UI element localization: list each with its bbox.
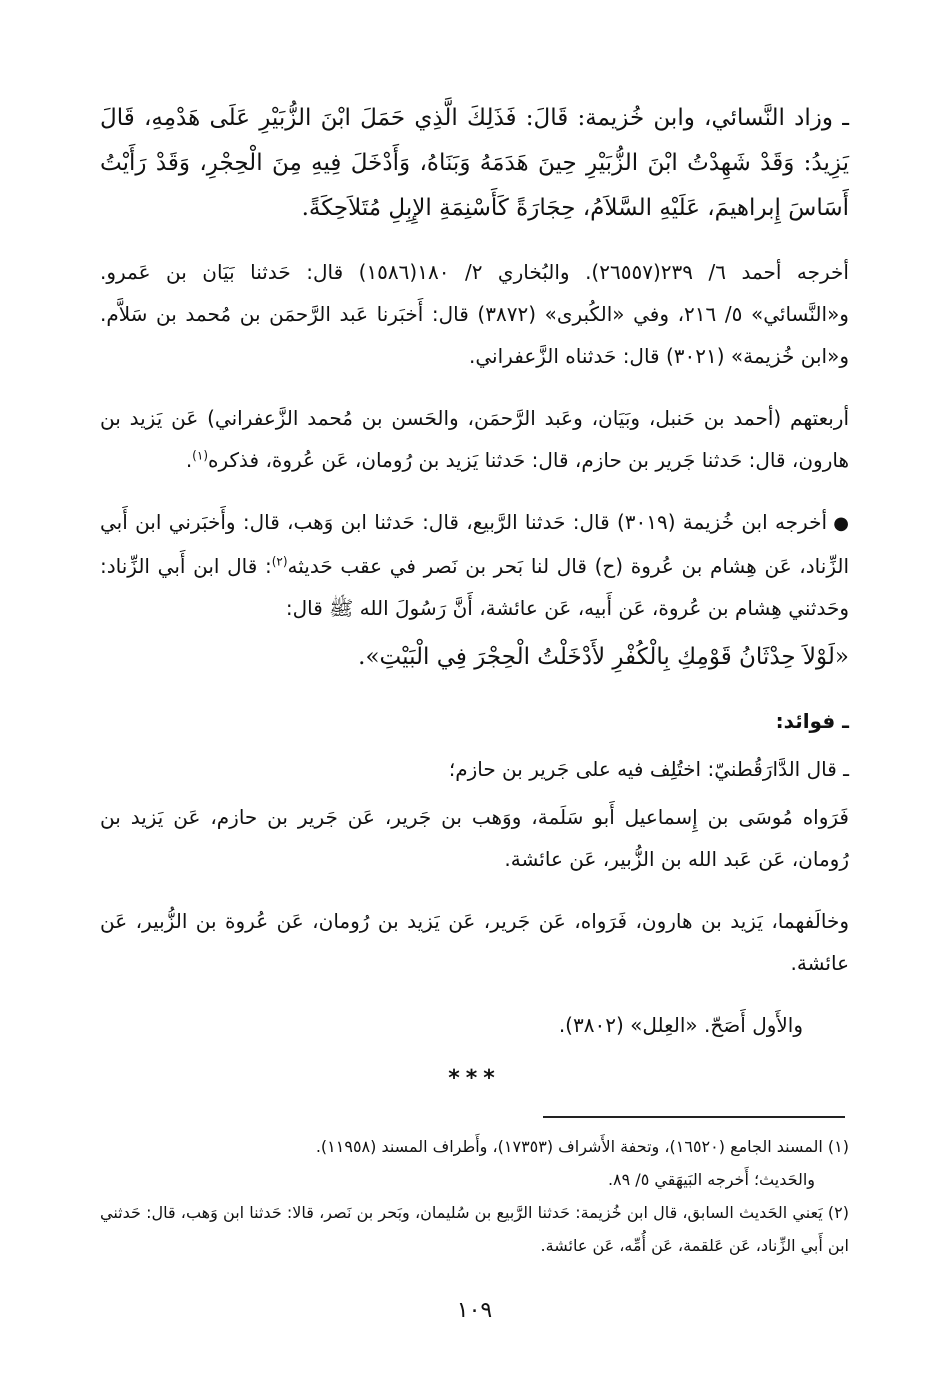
section-separator: ***: [448, 1066, 501, 1091]
takhrij-paragraph-1: [100, 251, 849, 377]
footnote-divider: [543, 1116, 845, 1118]
footnote-ref-2[interactable]: (٢): [271, 554, 288, 569]
fawaid-line-2: فَرَواه مُوسَى بن إِسماعيل أَبو سَلَمة، ووَهب بن جَرير، عَن جَرير بن حازم، عَن يَزيد بن رُومان، عَن عَبد الله بن الزُّبير، عَن عائشة.: [100, 805, 849, 871]
hadith-quote-paragraph: [100, 96, 849, 231]
footnote-2: (٢) يَعني الحَديث السابق، قال ابن خُزيمة: حَدثنا الرَّبيع بن سُليمان، وبَحر بن نَصر، قالا: حَدثنا ابن وَهب، قال: حَدثني ابن أَبي الزِّناد، عَن عَلقمة، عَن أُمِّه، عَن عائشة.: [100, 1203, 849, 1255]
fawaid-line-1: ـ قال الدَّارَقُطنيّ: اختُلِف فيه على جَرير بن حازم؛: [448, 757, 849, 781]
takhrij-text-3: أخرجه ابن خُزيمة (٣٠١٩) قال: حَدثنا الرَّبيع، قال: حَدثنا ابن وَهب، قال: وأَخبَرني ابن أَبي الزِّناد، عَن هِشام بن عُروة (ح) قال لنا بَحر بن نَصر في عقب حَديثه: [100, 510, 850, 578]
takhrij-paragraph-3: [100, 501, 849, 629]
fawaid-heading: ـ فوائد:: [775, 709, 849, 733]
main-text: [100, 96, 849, 1066]
takhrij-text-1: أخرجه أحمد ٦/ ٢٣٩(٢٦٥٥٧). والبُخاري ٢/ ١٨٠(١٥٨٦) قال: حَدثنا بَيَان بن عَمرو. و«النَّسائي» ٥/ ٢١٦، وفي «الكُبرى» (٣٨٧٢) قال: أَخبَرنا عَبد الرَّحمَن بن مُحمد بن سَلاَّم. و«ابن خُزيمة» (٣٠٢١) قال: حَدثناه الزَّعفراني.: [100, 260, 849, 368]
footnotes: [100, 1130, 849, 1262]
takhrij-paragraph-2: أربعتهم (أحمد بن حَنبل، وبَيَان، وعَبد الرَّحمَن، والحَسن بن مُحمد الزَّعفراني) عَن يَزيد بن هارون، قال: حَدثنا جَرير بن حازم، قال: حَدثنا يَزيد بن رُومان، عَن عُروة، فذكره$^{(١)}$.: [100, 406, 849, 472]
bullet-icon: ●: [833, 513, 849, 534]
prophetic-saying-text: «لَوْلاَ حِدْثَانُ قَوْمِكِ بِالْكُفْرِ لأَدْخَلْتُ الْحِجْرَ فِي الْبَيْتِ».: [358, 644, 849, 670]
fawaid-line-4: والأَول أَصَحّ. «العِلل» (٣٨٠٢).: [558, 1013, 803, 1037]
footnote-1-line-1: (١) المسند الجامع (١٦٥٢٠)، وتحفة الأَشراف (١٧٣٥٣)، وأَطراف المسند (١١٩٥٨).: [315, 1137, 849, 1156]
page-number: ١٠٩: [456, 1298, 493, 1323]
hadith-quote-text: ـ وزاد النَّسائي، وابن خُزيمة: قَالَ: فَذَلِكَ الَّذِي حَمَلَ ابْنَ الزُّبَيْرِ عَلَى هَدْمِهِ، قَالَ يَزِيدُ: وَقَدْ شَهِدْتُ ابْنَ الزُّبَيْرِ حِينَ هَدَمَهُ وَبَنَاهُ، وَأَدْخَلَ فِيهِ مِنَ الْحِجْرِ، وَقَدْ رَأَيْتُ أَسَاسَ إِبراهيمَ، عَلَيْهِ السَّلاَمُ، حِجَارَةً كَأَسْنِمَةِ الإِبِلِ مُتَلاَحِكَةً.: [100, 105, 849, 221]
takhrij-text-2: أربعتهم (أحمد بن حَنبل، وبَيَان، وعَبد الرَّحمَن، والحَسن بن مُحمد الزَّعفراني) عَن يَزيد بن هارون، قال: حَدثنا جَرير بن حازم، قال: حَدثنا يَزيد بن رُومان، عَن عُروة، فذكره: [100, 406, 849, 472]
prophetic-saying: [100, 635, 849, 680]
fawaid-line-3: وخالَفهما، يَزيد بن هارون، فَرَواه، عَن جَرير، عَن يَزيد بن رُومان، عَن عُروة بن الزُّبير، عَن عائشة.: [100, 909, 849, 975]
footnote-1-line-2: والحَديث؛ أَخرجه البَيهَقي ٥/ ٨٩.: [607, 1170, 815, 1189]
footnote-ref-1[interactable]: (١): [192, 448, 208, 463]
takhrij-text-3-continued: : قال ابن أَبي الزِّناد: وحَدثني هِشام بن عُروة، عَن أَبيه، عَن عائشة، أَنَّ رَسُولَ الله ﷺ قال:: [100, 554, 849, 620]
